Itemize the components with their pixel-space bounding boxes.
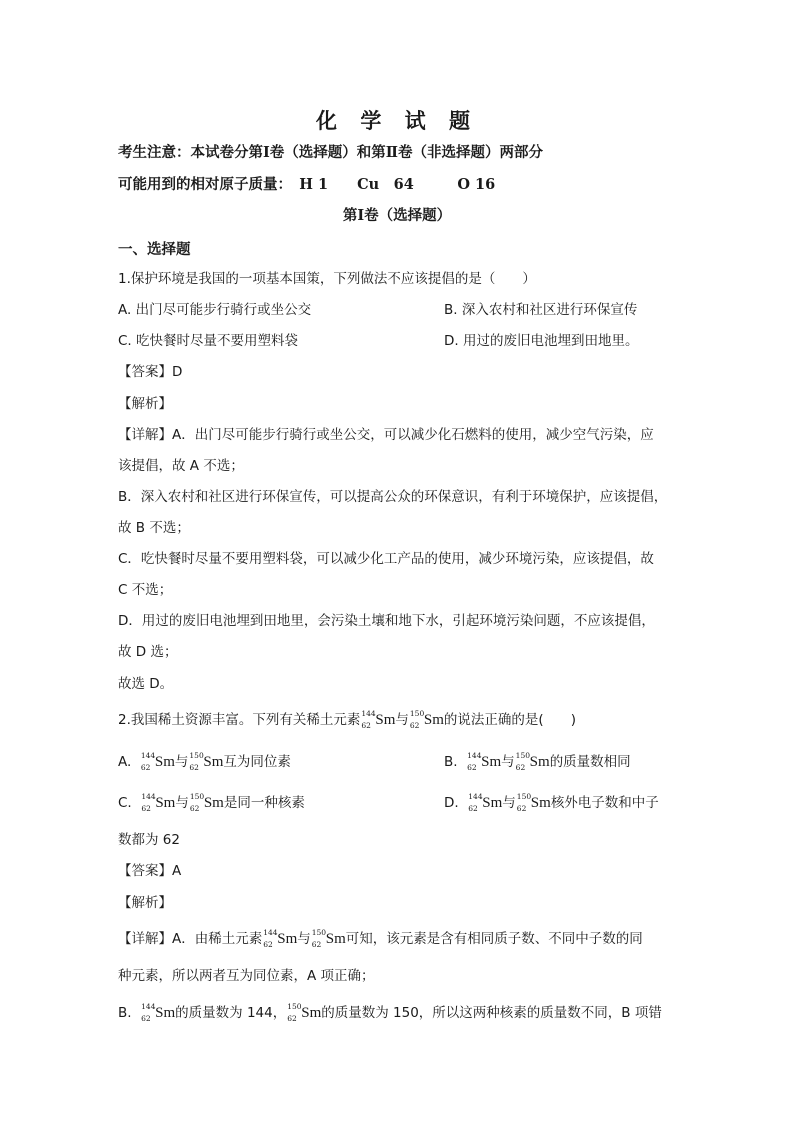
exam-title: 化 学 试 题 xyxy=(316,108,478,133)
element-symbol: Sm xyxy=(530,795,551,811)
atomic-number: 62 xyxy=(141,804,151,813)
q2-answer xyxy=(118,861,181,881)
q2-detail-line: 种元素，所以两者互为同位素，A 项正确； xyxy=(118,968,375,984)
q1-option-d: D. 用过的废旧电池埋到田地里。 xyxy=(444,333,639,349)
atomic-number: 62 xyxy=(515,763,526,772)
detail-tag: 【详解】 xyxy=(118,427,172,443)
isotope-notation xyxy=(141,1003,155,1023)
q1-detail-line: C．吃快餐时尽量不要用塑料袋，可以减少化工产品的使用，减少环境污染，应该提倡，故 xyxy=(118,551,654,567)
option-text: 核外电子数和中子 xyxy=(550,795,659,811)
option-text: 的质量数相同 xyxy=(549,754,631,770)
detail-text: 的质量数为 150，所以这两种核素的质量数不同，B 项错 xyxy=(321,1005,662,1021)
mass-number: 144 xyxy=(141,792,156,801)
detail-text: A．出门尽可能步行骑行或坐公交，可以减少化石燃料的使用，减少空气污染，应 xyxy=(172,427,654,443)
element-symbol: Sm xyxy=(481,754,502,770)
q2-option-d xyxy=(444,793,659,813)
isotope-notation xyxy=(468,793,482,813)
mass-number: 144 xyxy=(467,751,482,760)
joiner-text: 与 xyxy=(297,931,311,947)
option-label: D. xyxy=(444,795,459,811)
detail-text: 可知，该元素是含有相同质子数、不同中子数的同 xyxy=(345,931,643,947)
q2-detail-line xyxy=(118,929,643,949)
atomic-number: 62 xyxy=(189,763,199,772)
section-title: 一、选择题 xyxy=(118,241,191,258)
answer-tag: 【答案】 xyxy=(118,863,172,879)
element-symbol: Sm xyxy=(423,712,444,728)
q1-analysis-tag: 【解析】 xyxy=(118,396,172,412)
option-label: C. xyxy=(118,795,132,811)
isotope-notation xyxy=(141,793,155,813)
q1-detail-line xyxy=(118,425,654,445)
detail-text: 的质量数为 144， xyxy=(175,1005,287,1021)
element-symbol: Sm xyxy=(301,1005,322,1021)
mass-number: 144 xyxy=(140,751,156,760)
q2-detail-line xyxy=(118,1003,662,1023)
mass-number: 150 xyxy=(287,1002,302,1011)
mass-number: 144 xyxy=(468,792,483,801)
q1-detail-line: 故选 D。 xyxy=(118,676,174,692)
isotope-notation xyxy=(410,710,424,730)
joiner-text: 与 xyxy=(501,754,515,770)
q1-option-a: A. 出门尽可能步行骑行或坐公交 xyxy=(118,302,312,318)
element-symbol: Sm xyxy=(155,1005,176,1021)
atomic-mass-line: 可能用到的相对原子质量： H 1 Cu 64 O 16 xyxy=(118,176,496,193)
mass-number: 144 xyxy=(263,928,278,937)
isotope-notation xyxy=(190,793,204,813)
q1-option-b: B. 深入农村和社区进行环保宣传 xyxy=(444,302,638,318)
mass-number: 150 xyxy=(516,792,532,801)
answer-value: D xyxy=(172,364,183,380)
answer-tag: 【答案】 xyxy=(118,364,172,380)
atomic-number: 62 xyxy=(468,804,478,813)
q2-option-d-continued: 数都为 62 xyxy=(118,832,180,848)
element-symbol: Sm xyxy=(325,931,346,947)
atomic-number: 62 xyxy=(361,721,371,730)
q1-answer xyxy=(118,362,182,382)
part-title: 第Ⅰ卷（选择题） xyxy=(342,207,452,224)
atomic-number: 62 xyxy=(516,804,527,813)
element-symbol: Sm xyxy=(375,712,396,728)
q1-detail-line: 故 B 不选； xyxy=(118,520,190,536)
isotope-notation xyxy=(263,929,277,949)
isotope-notation xyxy=(189,752,203,772)
isotope-notation xyxy=(361,710,375,730)
element-symbol: Sm xyxy=(482,795,503,811)
element-symbol: Sm xyxy=(155,795,176,811)
mass-number: 150 xyxy=(189,751,204,760)
q1-stem: 1.保护环境是我国的一项基本国策，下列做法不应该提倡的是（ ） xyxy=(118,271,536,287)
q2-option-a xyxy=(118,752,291,772)
mass-number: 150 xyxy=(409,709,425,718)
element-symbol: Sm xyxy=(203,795,224,811)
q1-option-c: C. 吃快餐时尽量不要用塑料袋 xyxy=(118,333,299,349)
joiner-text: 与 xyxy=(502,795,516,811)
isotope-notation xyxy=(141,752,155,772)
q1-detail-line: C 不选； xyxy=(118,582,173,598)
atomic-number: 62 xyxy=(287,1014,297,1023)
joiner-text: 与 xyxy=(175,795,189,811)
option-label: B. xyxy=(118,1005,132,1021)
q2-option-c xyxy=(118,793,305,813)
isotope-notation xyxy=(517,793,531,813)
joiner-text: 与 xyxy=(174,754,189,770)
q1-detail-line: D．用过的废旧电池埋到田地里，会污染土壤和地下水，引起环境污染问题，不应该提倡， xyxy=(118,613,655,629)
mass-number: 150 xyxy=(189,792,205,801)
atomic-number: 62 xyxy=(140,763,151,772)
atomic-number: 62 xyxy=(467,763,477,772)
option-text: 是同一种核素 xyxy=(223,795,305,811)
q2-stem-text: 2.我国稀土资源丰富。下列有关稀土元素 xyxy=(118,712,361,728)
atomic-number: 62 xyxy=(141,1014,151,1023)
isotope-notation xyxy=(287,1003,301,1023)
q2-stem-text: 的说法正确的是( ) xyxy=(443,712,576,728)
q1-detail-line: 该提倡，故 A 不选； xyxy=(118,458,244,474)
atomic-number: 62 xyxy=(409,721,420,730)
detail-tag: 【详解】 xyxy=(118,931,172,947)
option-text: 互为同位素 xyxy=(223,754,291,770)
option-label: A. xyxy=(118,754,132,770)
detail-text: A．由稀土元素 xyxy=(172,931,263,947)
q1-detail-line: 故 D 选； xyxy=(118,644,178,660)
q2-stem-text: 与 xyxy=(395,712,409,728)
option-label: B. xyxy=(444,754,458,770)
mass-number: 150 xyxy=(311,928,327,937)
q1-detail-line: B．深入农村和社区进行环保宣传，可以提高公众的环保意识，有利于环境保护，应该提倡， xyxy=(118,489,668,505)
q2-analysis-tag: 【解析】 xyxy=(118,895,172,911)
isotope-notation xyxy=(516,752,530,772)
answer-value: A xyxy=(172,863,182,879)
exam-notice: 考生注意：本试卷分第Ⅰ卷（选择题）和第Ⅱ卷（非选择题）两部分 xyxy=(118,144,544,161)
atomic-number: 62 xyxy=(311,940,322,949)
mass-number: 144 xyxy=(141,1002,156,1011)
element-symbol: Sm xyxy=(277,931,298,947)
mass-number: 150 xyxy=(515,751,530,760)
element-symbol: Sm xyxy=(529,754,550,770)
atomic-number: 62 xyxy=(263,940,273,949)
mass-number: 144 xyxy=(361,709,376,718)
atomic-number: 62 xyxy=(189,804,200,813)
isotope-notation xyxy=(312,929,326,949)
q2-stem xyxy=(118,710,576,730)
element-symbol: Sm xyxy=(203,754,224,770)
q2-option-b xyxy=(444,752,631,772)
element-symbol: Sm xyxy=(154,754,175,770)
isotope-notation xyxy=(467,752,481,772)
